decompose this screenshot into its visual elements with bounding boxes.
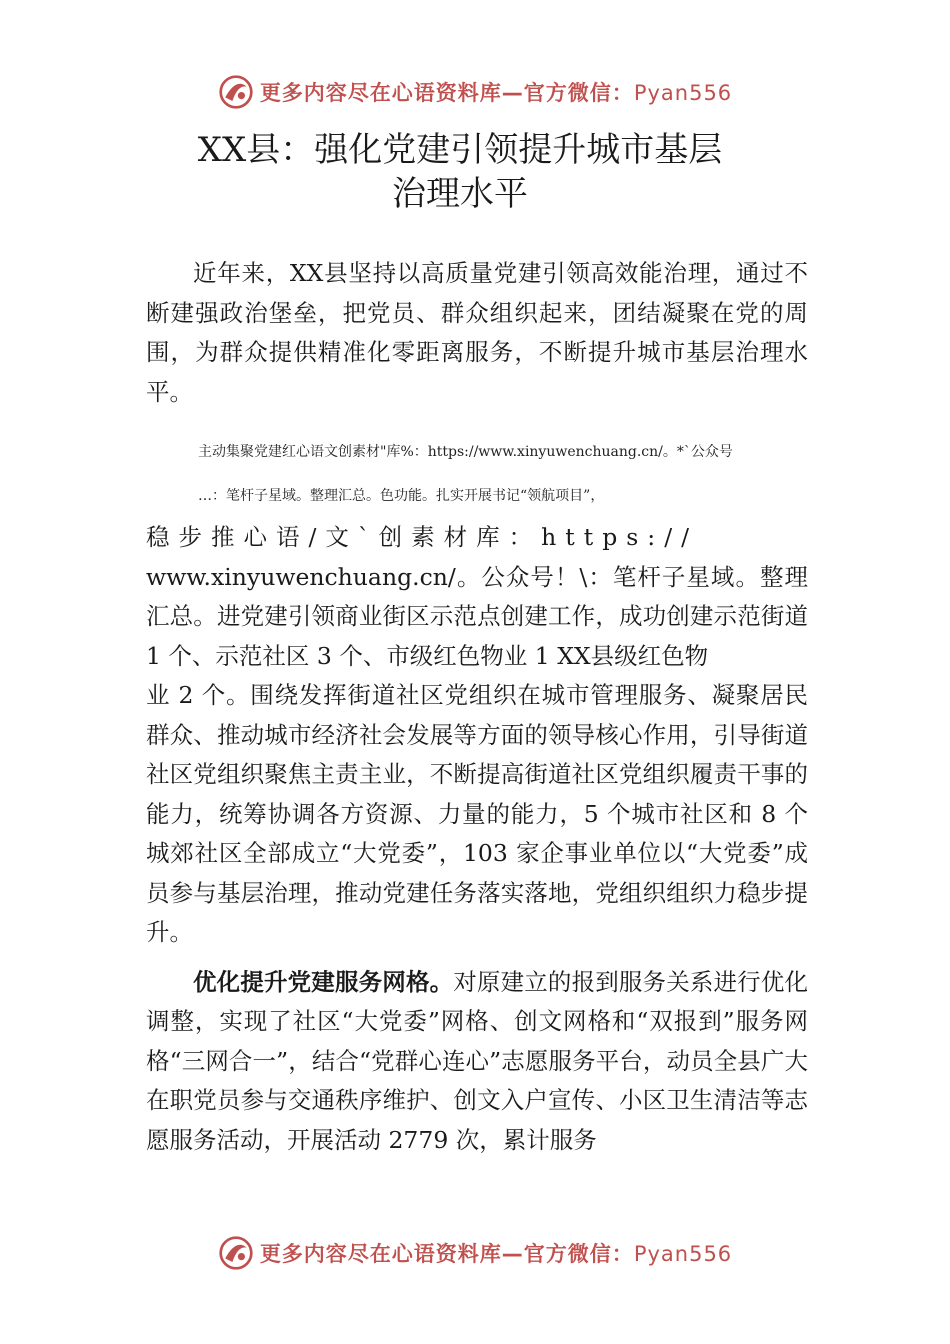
banner-text: 更多内容尽在心语资料库—官方微信：Pyan556 <box>259 81 733 105</box>
banner-text: 更多内容尽在心语资料库—官方微信：Pyan556 <box>259 1242 733 1266</box>
header-banner <box>0 72 950 112</box>
watermark-note-2: …：笔杆子星域。整理汇总。色功能。扎实开展书记“领航项目”， <box>198 488 605 504</box>
brand-logo-icon <box>218 74 254 110</box>
wechat-id: Pyan556 <box>633 1242 733 1266</box>
brand-logo-icon <box>218 1235 254 1271</box>
spaced-line: 稳步推心语/文`创素材库：https:// <box>146 523 699 551</box>
body-paragraph-1: www.xinyuwenchuang.cn/。公众号！\：笔杆子星域。整理汇总。进党建引领商业街区示范点创建工作，成功创建示范街道 1 个、示范社区 3 个、市级红色物业 1 XX县级红色物 <box>146 562 808 670</box>
title-line-2: 治理水平 <box>392 174 528 214</box>
body-paragraph-3 <box>146 963 808 1161</box>
title-line-1: XX县：强化党建引领提升城市基层 <box>197 130 723 170</box>
footer-banner <box>0 1233 950 1273</box>
intro-paragraph: 近年来，XX县坚持以高质量党建引领高效能治理，通过不断建强政治堡垒，把党员、群众组织起来，团结凝聚在党的周围，为群众提供精准化零距离服务，不断提升城市基层治理水平。 <box>146 259 808 406</box>
section-heading: 优化提升党建服务网格。 <box>193 967 454 996</box>
body-paragraph-3-text: 对原建立的报到服务关系进行优化调整，实现了社区“大党委”网格、创文网格和“双报到”服务网格“三网合一”，结合“党群心连心”志愿服务平台，动员全县广大在职党员参与交通秩序维护、创文入户宣传、小区卫生清洁等志愿服务活动，开展活动 2779 次，累计服务 <box>146 967 809 1154</box>
body-paragraph-2: 业 2 个。围绕发挥街道社区党组织在城市管理服务、凝聚居民群众、推动城市经济社会发展等方面的领导核心作用，引导街道社区党组织聚焦主责主业，不断提高街道社区党组织履责干事的能力，统筹协调各方资源、力量的能力，5 个城市社区和 8 个城郊社区全部成立“大党委”，103 家企事业单位以“大党委”成员参与基层治理，推动党建任务落实落地，党组织组织力稳步提升。 <box>146 681 808 946</box>
wechat-id: Pyan556 <box>633 81 733 105</box>
watermark-note-1: 主动集聚党建红心语文创素材"库%：https://www.xinyuwenchuang.cn/。*`公众号 <box>198 444 733 460</box>
document-body <box>146 254 808 1160</box>
document-title <box>0 128 920 216</box>
